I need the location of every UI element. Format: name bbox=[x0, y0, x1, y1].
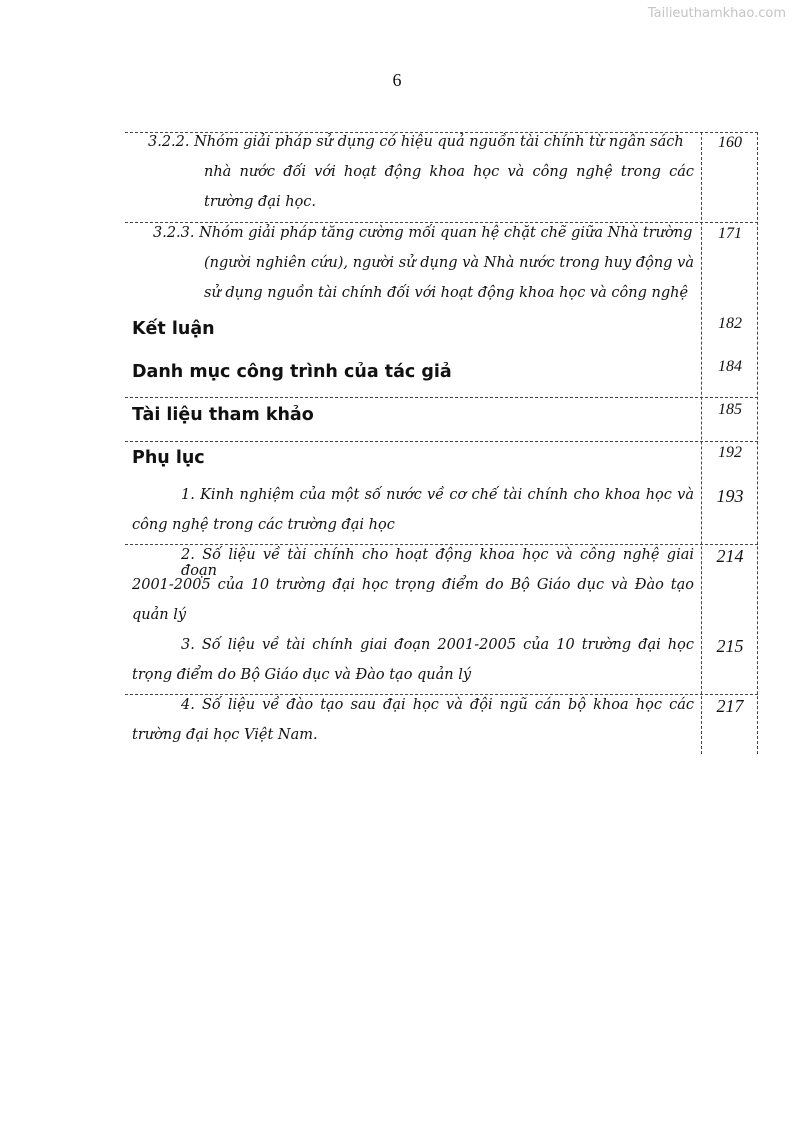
watermark: Tailieuthamkhao.com bbox=[647, 6, 786, 21]
toc-entry-3-2-2-line-1: 3.2.2. Nhóm giải pháp sử dụng có hiệu quả nguồn tài chính từ ngân sách bbox=[148, 134, 684, 150]
toc-divider bbox=[125, 132, 758, 133]
toc-entry-3-2-3-line-3: sử dụng nguồn tài chính đối với hoạt động khoa học và công nghệ bbox=[204, 285, 689, 301]
toc-page-215: 215 bbox=[716, 636, 744, 656]
toc-page-184: 184 bbox=[718, 358, 742, 375]
toc-divider bbox=[125, 222, 758, 223]
toc-page-192: 192 bbox=[718, 444, 742, 461]
toc-entry-3-2-3-line-1: 3.2.3. Nhóm giải pháp tăng cường mối quan hệ chặt chẽ giữa Nhà trường bbox=[153, 225, 693, 241]
toc-appendix-2-line-3: quản lý bbox=[132, 607, 187, 623]
table-of-contents bbox=[125, 132, 758, 754]
toc-heading-phu-luc: Phụ lục bbox=[132, 448, 205, 468]
toc-page-214: 214 bbox=[716, 546, 744, 566]
toc-appendix-2-line-2: 2001-2005 của 10 trường đại học trọng điểm do Bộ Giáo dục và Đào tạo bbox=[132, 577, 694, 593]
toc-heading-tai-lieu: Tài liệu tham khảo bbox=[132, 405, 314, 425]
toc-page-217: 217 bbox=[716, 696, 744, 716]
page-number: 6 bbox=[392, 70, 402, 90]
toc-entry-3-2-3-line-2: (người nghiên cứu), người sử dụng và Nhà nước trong huy động và bbox=[204, 255, 694, 271]
toc-page-193: 193 bbox=[716, 486, 744, 506]
toc-entry-3-2-2-line-3: trường đại học. bbox=[204, 194, 317, 210]
toc-divider bbox=[125, 544, 758, 545]
toc-page-160: 160 bbox=[718, 134, 742, 151]
toc-divider bbox=[125, 397, 758, 398]
toc-appendix-4-line-1: 4. Số liệu về đào tạo sau đại học và đội ngũ cán bộ khoa học các bbox=[181, 697, 694, 713]
toc-appendix-1-line-2: công nghệ trong các trường đại học bbox=[132, 517, 395, 533]
toc-page-185: 185 bbox=[718, 401, 742, 418]
toc-divider bbox=[125, 694, 758, 695]
toc-divider bbox=[125, 441, 758, 442]
toc-appendix-3-line-1: 3. Số liệu về tài chính giai đoạn 2001-2005 của 10 trường đại học bbox=[181, 637, 694, 653]
toc-appendix-4-line-2: trường đại học Việt Nam. bbox=[132, 727, 318, 743]
toc-appendix-3-line-2: trọng điểm do Bộ Giáo dục và Đào tạo quản lý bbox=[132, 667, 472, 683]
toc-entry-3-2-2-line-2: nhà nước đối với hoạt động khoa học và công nghệ trong các bbox=[204, 164, 694, 180]
toc-page-171: 171 bbox=[718, 225, 742, 242]
toc-appendix-1-line-1: 1. Kinh nghiệm của một số nước về cơ chế tài chính cho khoa học và bbox=[181, 487, 694, 503]
toc-heading-danh-muc: Danh mục công trình của tác giả bbox=[132, 362, 452, 382]
toc-page-182: 182 bbox=[718, 315, 742, 332]
toc-appendix-2-line-1: 2. Số liệu về tài chính cho hoạt động khoa học và công nghệ giai đoạn bbox=[181, 547, 694, 579]
toc-heading-ket-luan: Kết luận bbox=[132, 319, 215, 339]
